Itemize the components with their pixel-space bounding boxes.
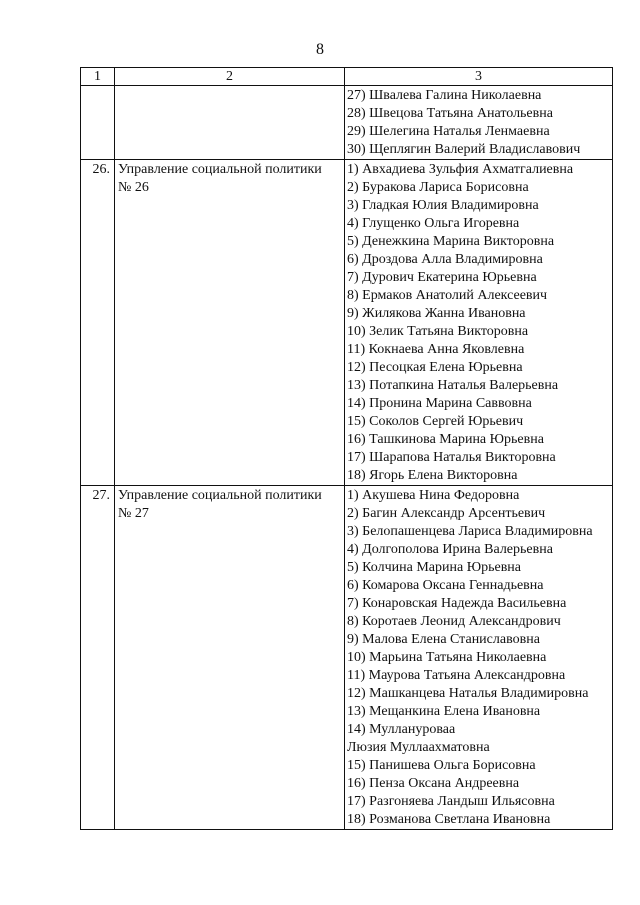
member-name: 15) Панишева Ольга Борисовна [347, 758, 536, 773]
table-body [81, 86, 613, 830]
member-name: 3) Белопашенцева Лариса Владимировна [347, 524, 593, 539]
member-name: 5) Денежкина Марина Викторовна [347, 234, 555, 249]
member-name: 5) Колчина Марина Юрьевна [347, 560, 522, 575]
table-row [81, 486, 613, 830]
member-name: 13) Потапкина Наталья Валерьевна [347, 378, 559, 393]
member-name: 1) Акушева Нина Федоровна [347, 488, 520, 503]
member-name: 7) Дурович Екатерина Юрьевна [347, 270, 537, 285]
member-name: 14) Пронина Марина Саввовна [347, 396, 532, 411]
member-name: 30) Щеплягин Валерий Владиславович [347, 142, 581, 157]
table-header-row [81, 68, 613, 86]
organization-cell [115, 86, 345, 160]
organization-name-line: № 27 [118, 506, 149, 521]
member-name: 29) Шелегина Наталья Ленмаевна [347, 124, 550, 139]
column-header-3: 3 [345, 68, 613, 86]
member-name: 2) Буракова Лариса Борисовна [347, 180, 529, 195]
member-name: 28) Швецова Татьяна Анатольевна [347, 106, 553, 121]
member-name: Люзия Муллаахматовна [347, 740, 490, 755]
member-name: 17) Разгоняева Ландыш Ильясовна [347, 794, 555, 809]
column-header-1: 1 [81, 68, 115, 86]
member-name: 10) Зелик Татьяна Викторовна [347, 324, 529, 339]
member-name: 15) Соколов Сергей Юрьевич [347, 414, 524, 429]
member-name: 4) Долгополова Ирина Валерьевна [347, 542, 553, 557]
member-name: 9) Малова Елена Станиславовна [347, 632, 540, 647]
member-name: 13) Мещанкина Елена Ивановна [347, 704, 541, 719]
column-header-2: 2 [115, 68, 345, 86]
organization-name-line: Управление социальной политики [118, 488, 322, 503]
member-name: 4) Глущенко Ольга Игоревна [347, 216, 520, 231]
member-name: 6) Комарова Оксана Геннадьевна [347, 578, 544, 593]
member-name: 11) Маурова Татьяна Александровна [347, 668, 566, 683]
organization-cell [115, 486, 345, 830]
row-number-cell: 26. [81, 160, 115, 486]
member-name: 7) Конаровская Надежда Васильевна [347, 596, 567, 611]
member-name: 8) Коротаев Леонид Александрович [347, 614, 561, 629]
member-name: 12) Песоцкая Елена Юрьевна [347, 360, 523, 375]
row-number-cell [81, 86, 115, 160]
row-number-cell: 27. [81, 486, 115, 830]
organization-name-line: № 26 [118, 180, 149, 195]
member-name: 3) Гладкая Юлия Владимировна [347, 198, 539, 213]
appointments-table [80, 67, 613, 830]
member-name: 8) Ермаков Анатолий Алексеевич [347, 288, 548, 303]
member-name: 6) Дроздова Алла Владимировна [347, 252, 543, 267]
table-row [81, 86, 613, 160]
members-cell [345, 86, 613, 160]
member-name: 10) Марьина Татьяна Николаевна [347, 650, 547, 665]
organization-name-line: Управление социальной политики [118, 162, 322, 177]
member-name: 16) Ташкинова Марина Юрьевна [347, 432, 544, 447]
member-name: 11) Кокнаева Анна Яковлевна [347, 342, 525, 357]
members-cell [345, 486, 613, 830]
member-name: 18) Ягорь Елена Викторовна [347, 468, 518, 483]
member-name: 18) Розманова Светлана Ивановна [347, 812, 551, 827]
member-name: 2) Багин Александр Арсентьевич [347, 506, 546, 521]
member-name: 1) Авхадиева Зульфия Ахматгалиевна [347, 162, 574, 177]
member-name: 14) Муллануроваа [347, 722, 456, 737]
member-name: 9) Жилякова Жанна Ивановна [347, 306, 526, 321]
member-name: 17) Шарапова Наталья Викторовна [347, 450, 556, 465]
table-row [81, 160, 613, 486]
member-name: 12) Машканцева Наталья Владимировна [347, 686, 589, 701]
members-cell [345, 160, 613, 486]
member-name: 16) Пенза Оксана Андреевна [347, 776, 520, 791]
page-number: 8 [316, 41, 324, 58]
member-name: 27) Швалева Галина Николаевна [347, 88, 542, 103]
organization-cell [115, 160, 345, 486]
